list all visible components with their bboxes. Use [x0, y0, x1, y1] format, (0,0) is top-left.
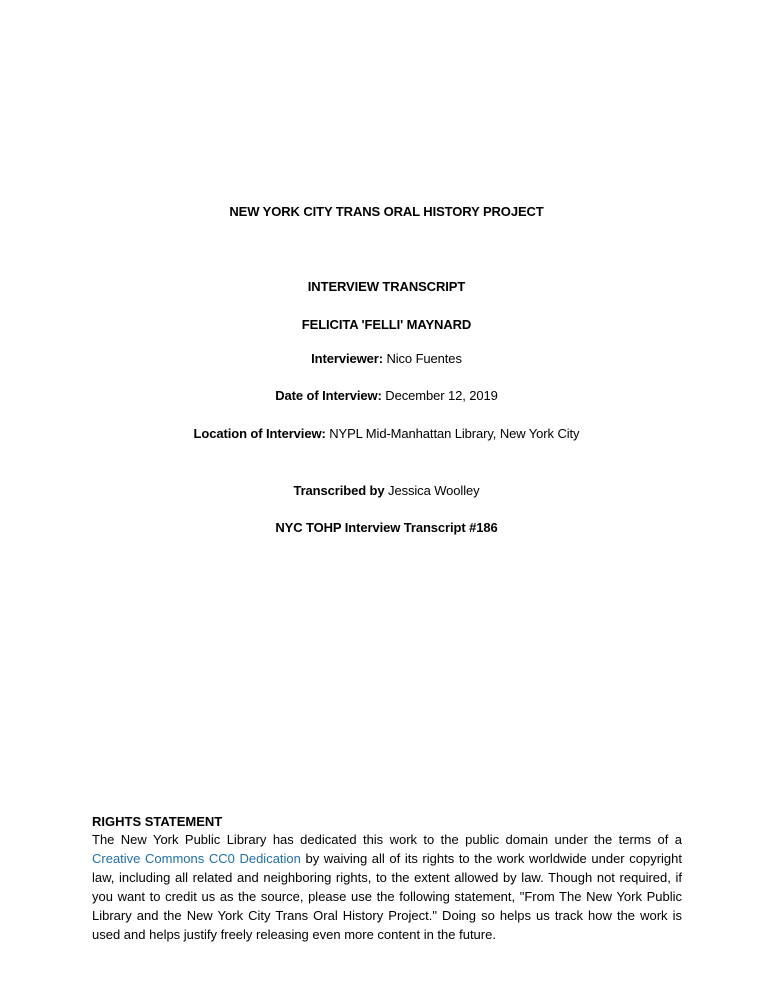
rights-text-start: The New York Public Library has dedicated this work to the public domain under the terms of a [92, 832, 682, 847]
interview-date-value: December 12, 2019 [381, 388, 498, 403]
interviewer-label: Interviewer: [311, 351, 383, 366]
interviewer-line [0, 351, 773, 367]
interview-location-value: NYPL Mid-Manhattan Library, New York City [325, 426, 580, 441]
transcriber-value: Jessica Woolley [384, 483, 480, 498]
document-type: INTERVIEW TRANSCRIPT [307, 279, 466, 294]
rights-body [92, 830, 682, 944]
cc0-dedication-link[interactable]: Creative Commons CC0 Dedication [92, 851, 301, 866]
interview-location-label: Location of Interview: [193, 426, 326, 441]
rights-text-end: by waiving all of its rights to the work worldwide under copyright law, including all related and neighboring rights, to the extent allowed by law. Though not required, if you want to credit us as the source, please use the following statement, "From The New York Public Library and the New York City Trans Oral History Project." Doing so helps us track how the work is used and helps justify freely releasing even more content in the future. [92, 851, 682, 942]
narrator-name: FELICITA 'FELLI' MAYNARD [301, 317, 472, 332]
interview-date-label: Date of Interview: [275, 388, 382, 403]
rights-heading: RIGHTS STATEMENT [92, 814, 223, 829]
project-title: NEW YORK CITY TRANS ORAL HISTORY PROJECT [229, 204, 544, 219]
interviewer-value: Nico Fuentes [382, 351, 462, 366]
rights-statement [92, 812, 682, 944]
interview-date-line [0, 388, 773, 404]
transcriber-label: Transcribed by [293, 483, 385, 498]
transcript-number: NYC TOHP Interview Transcript #186 [275, 520, 498, 535]
interview-location-line [0, 426, 773, 442]
transcriber-line [0, 483, 773, 499]
